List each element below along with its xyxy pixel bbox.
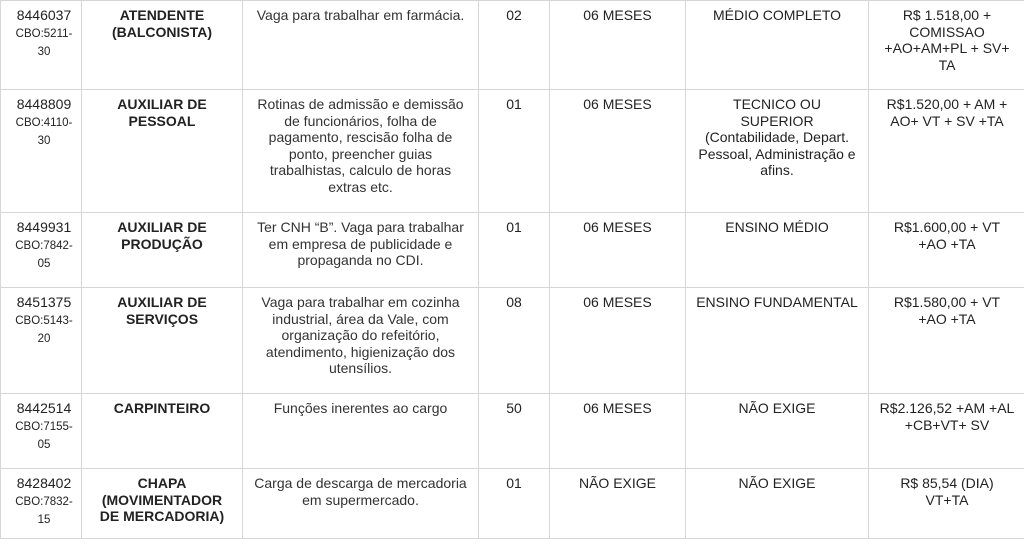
job-code-cell — [1, 90, 82, 213]
education-required: NÃO EXIGE — [686, 469, 869, 539]
job-description: Funções inerentes ao cargo — [243, 394, 479, 469]
experience-required: 06 MESES — [550, 394, 686, 469]
education-required: TECNICO OU SUPERIOR (Contabilidade, Depart. Pessoal, Administração e afins. — [686, 90, 869, 213]
job-title: AUXILIAR DE SERVIÇOS — [82, 288, 243, 394]
cbo-code: CBO:4110-30 — [15, 116, 73, 147]
experience-required: 06 MESES — [550, 288, 686, 394]
education-required: ENSINO MÉDIO — [686, 213, 869, 288]
education-required: ENSINO FUNDAMENTAL — [686, 288, 869, 394]
job-code: 8448809 — [16, 96, 72, 112]
job-title: AUXILIAR DE PRODUÇÃO — [82, 213, 243, 288]
salary-benefits: R$1.580,00 + VT +AO +TA — [869, 288, 1024, 394]
job-title: CHAPA (MOVIMENTADOR DE MERCADORIA) — [82, 469, 243, 539]
job-title: ATENDENTE (BALCONISTA) — [82, 1, 243, 90]
cbo-code: CBO:7155-05 — [15, 420, 73, 451]
job-description: Carga de descarga de mercadoria em supermercado. — [243, 469, 479, 539]
job-code-cell — [1, 394, 82, 469]
vacancies-count: 50 — [479, 394, 550, 469]
vacancies-count: 08 — [479, 288, 550, 394]
job-description: Vaga para trabalhar em farmácia. — [243, 1, 479, 90]
job-description: Ter CNH “B”. Vaga para trabalhar em empresa de publicidade e propaganda no CDI. — [243, 213, 479, 288]
salary-benefits: R$1.520,00 + AM + AO+ VT + SV +TA — [869, 90, 1024, 213]
job-code-cell — [1, 288, 82, 394]
cbo-code: CBO:7842-05 — [15, 239, 73, 270]
experience-required: NÃO EXIGE — [550, 469, 686, 539]
job-code: 8428402 — [16, 475, 72, 491]
salary-benefits: R$2.126,52 +AM +AL +CB+VT+ SV — [869, 394, 1024, 469]
job-title: AUXILIAR DE PESSOAL — [82, 90, 243, 213]
experience-required: 06 MESES — [550, 90, 686, 213]
vacancies-count: 01 — [479, 469, 550, 539]
job-code-cell — [1, 1, 82, 90]
job-code-cell — [1, 469, 82, 539]
job-code: 8446037 — [16, 7, 72, 23]
experience-required: 06 MESES — [550, 213, 686, 288]
job-code: 8451375 — [16, 294, 72, 310]
table-row — [1, 288, 1024, 394]
cbo-code: CBO:7832-15 — [15, 495, 73, 526]
salary-benefits: R$1.600,00 + VT +AO +TA — [869, 213, 1024, 288]
education-required: NÃO EXIGE — [686, 394, 869, 469]
job-description: Rotinas de admissão e demissão de funcionários, folha de pagamento, rescisão folha de ponto, preencher guias trabalhistas, calculo de horas extras etc. — [243, 90, 479, 213]
vacancies-count: 01 — [479, 213, 550, 288]
vacancies-count: 02 — [479, 1, 550, 90]
cbo-code: CBO:5143-20 — [15, 314, 73, 345]
table-row — [1, 469, 1024, 539]
table-row — [1, 394, 1024, 469]
job-code: 8442514 — [16, 400, 72, 416]
job-title: CARPINTEIRO — [82, 394, 243, 469]
experience-required: 06 MESES — [550, 1, 686, 90]
cbo-code: CBO:5211-30 — [15, 27, 73, 58]
job-code-cell — [1, 213, 82, 288]
salary-benefits: R$ 85,54 (DIA) VT+TA — [869, 469, 1024, 539]
table-row — [1, 213, 1024, 288]
job-code: 8449931 — [16, 219, 72, 235]
salary-benefits: R$ 1.518,00 + COMISSAO +AO+AM+PL + SV+ TA — [869, 1, 1024, 90]
job-description: Vaga para trabalhar em cozinha industrial, área da Vale, com organização do refeitório, atendimento, higienização dos utensílios. — [243, 288, 479, 394]
vacancies-count: 01 — [479, 90, 550, 213]
education-required: MÉDIO COMPLETO — [686, 1, 869, 90]
table-row — [1, 90, 1024, 213]
table-row — [1, 1, 1024, 90]
